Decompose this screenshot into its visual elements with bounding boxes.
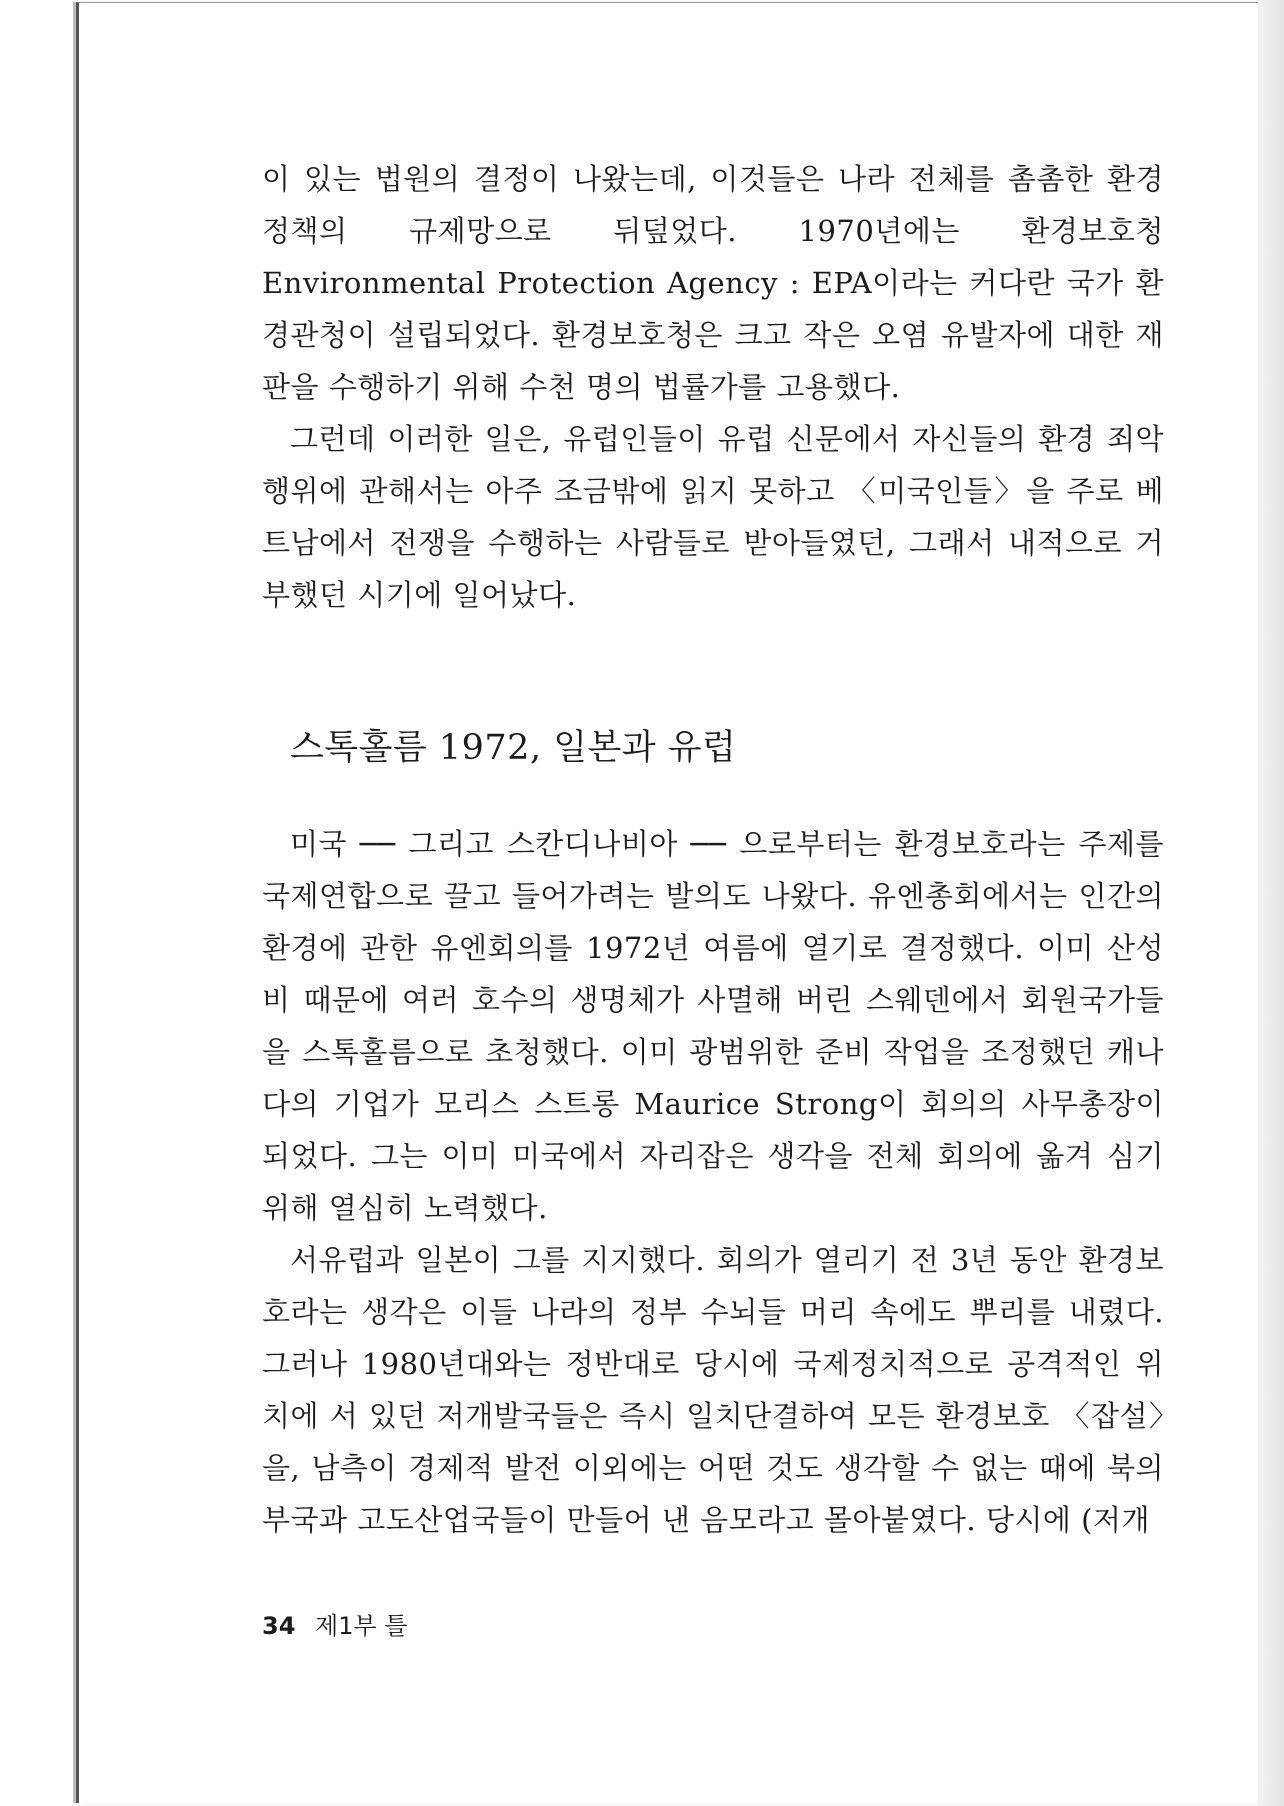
paragraph-top-1: 이 있는 법원의 결정이 나왔는데, 이것들은 나라 전체를 촘촘한 환경 정책의 규제망으로 뒤덮었다. 1970년에는 환경보호청 Environmental Protection Agency : EPA이라는 커다란 국가 환경관청이 설립되었다. 환경보호청은 크고 작은 오염 유발자에 대한 재판을 수행하기 위해 수천 명의 법률가를 고용했다. xyxy=(262,162,1164,404)
page-edge-shadow xyxy=(1258,0,1284,1806)
page-footer xyxy=(262,1606,408,1641)
body-text-block xyxy=(262,818,1164,1546)
part-label: 제1부 틀 xyxy=(315,1612,408,1640)
paragraph-body-2: 서유럽과 일본이 그를 지지했다. 회의가 열리기 전 3년 동안 환경보호라는 생각은 이들 나라의 정부 수뇌들 머리 속에도 뿌리를 내렸다. 그러나 1980년대와는 정반대로 당시에 국제정치적으로 공격적인 위치에 서 있던 저개발국들은 즉시 일치단결하여 모든 환경보호 〈잡설〉을, 남측이 경제적 발전 이외에는 어떤 것도 생각할 수 없는 때에 북의 부국과 고도산업국들이 만들어 낸 음모라고 몰아붙였다. 당시에 (저개 xyxy=(262,1243,1164,1537)
top-text-block xyxy=(262,153,1164,621)
paragraph-body-1: 미국 ── 그리고 스칸디나비아 ── 으로부터는 환경보호라는 주제를 국제연합으로 끌고 들어가려는 발의도 나왔다. 유엔총회에서는 인간의 환경에 관한 유엔회의를 1972년 여름에 열기로 결정했다. 이미 산성비 때문에 여러 호수의 생명체가 사멸해 버린 스웨덴에서 회원국가들을 스톡홀름으로 초청했다. 이미 광범위한 준비 작업을 조정했던 캐나다의 기업가 모리스 스트롱 Maurice Strong이 회의의 사무총장이 되었다. 그는 이미 미국에서 자리잡은 생각을 전체 회의에 옮겨 심기 위해 열심히 노력했다. xyxy=(262,827,1164,1225)
page-number: 34 xyxy=(262,1612,296,1640)
paragraph-top-2: 그런데 이러한 일은, 유럽인들이 유럽 신문에서 자신들의 환경 죄악 행위에 관해서는 아주 조금밖에 읽지 못하고 〈미국인들〉을 주로 베트남에서 전쟁을 수행하는 사람들로 받아들였던, 그래서 내적으로 거부했던 시기에 일어났다. xyxy=(262,422,1164,612)
section-heading: 스톡홀름 1972, 일본과 유럽 xyxy=(290,728,737,768)
